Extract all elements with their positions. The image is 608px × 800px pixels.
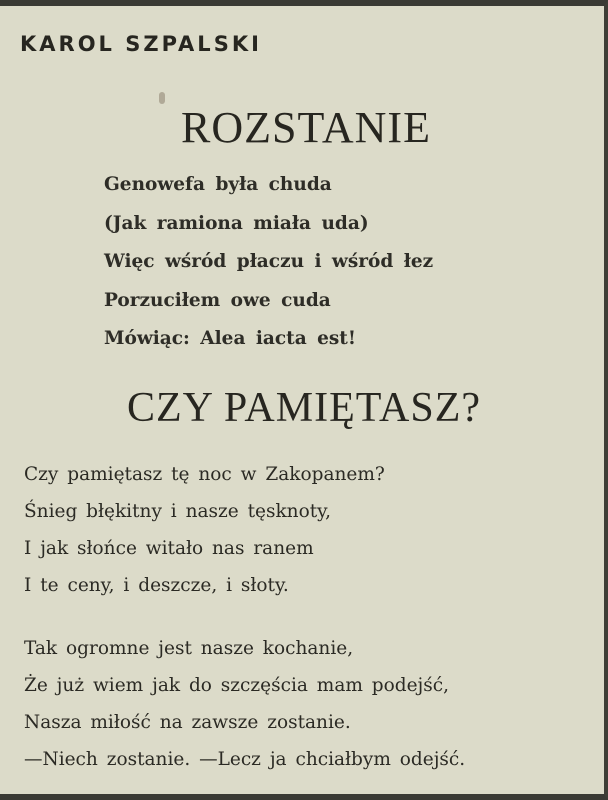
verse-line: Więc wśród płaczu i wśród łez — [104, 251, 434, 272]
verse-line: Nasza miłość na zawsze zostanie. — [24, 712, 351, 733]
verse-line: Genowefa była chuda — [104, 174, 332, 195]
poem-rozstanie-stanza — [104, 166, 433, 359]
verse-line: Mówiąc: Alea iacta est! — [104, 328, 356, 349]
verse-line: Porzuciłem owe cuda — [104, 289, 331, 311]
verse-line: Tak ogromne jest nasze kochanie, — [24, 638, 354, 659]
verse-line: Śnieg błękitny i nasze tęsknoty, — [24, 501, 332, 522]
verse-line: I te ceny, i deszcze, i słoty. — [24, 575, 289, 596]
poem-czy-pamietasz-stanza-2 — [24, 630, 465, 778]
verse-line: Że już wiem jak do szczęścia mam podejść, — [24, 675, 450, 696]
verse-line: (Jak ramiona miała uda) — [104, 212, 369, 234]
poem-title-text: ROZSTANIE — [181, 103, 431, 152]
author-name: KAROL SZPALSKI — [20, 32, 262, 56]
verse-line: Czy pamiętasz tę noc w Zakopanem? — [24, 464, 385, 485]
poem-czy-pamietasz-stanza-1 — [24, 456, 385, 604]
verse-line: —Niech zostanie. —Lecz ja chciałbym odejść. — [24, 749, 466, 770]
poem-title-czy-pamietasz: CZY PAMIĘTASZ? — [126, 385, 482, 431]
poem-title-rozstanie — [0, 102, 608, 153]
verse-line: I jak słońce witało nas ranem — [24, 538, 314, 559]
